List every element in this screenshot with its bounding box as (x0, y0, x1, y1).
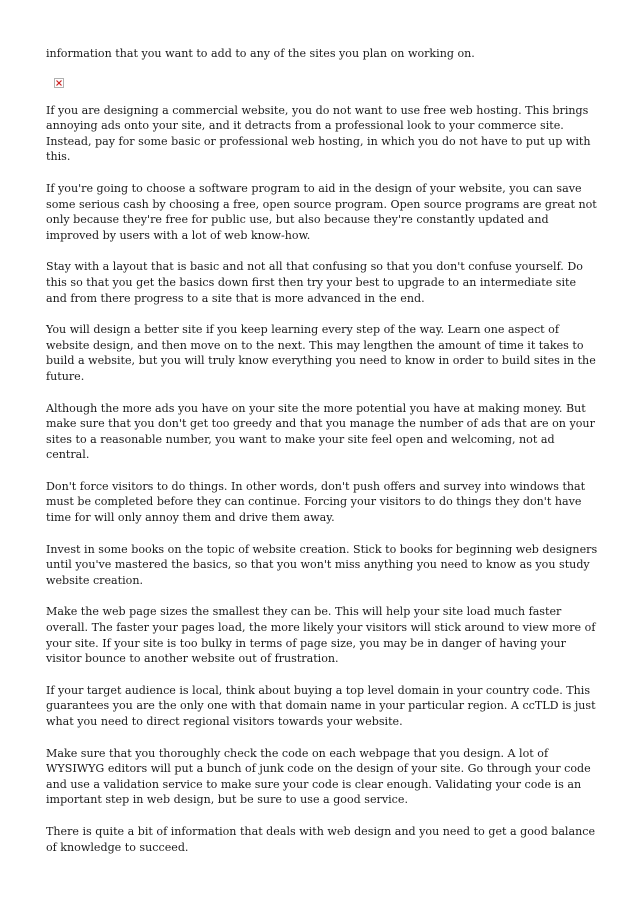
paragraph-intro: information that you want to add to any of the sites you plan on working on. (46, 47, 475, 60)
paragraph-conclusion: There is quite a bit of information that deals with web design and you need to get a good balance of knowledge to succeed. (46, 824, 596, 854)
paragraph-domain: If your target audience is local, think about buying a top level domain in your country code. This guarantees you are the only one with that domain name in your particular region. A ccTLD is just what you need to direct regional visitors towards your website. (46, 683, 596, 728)
paragraph-software: If you're going to choose a software program to aid in the design of your website, you can save some serious cash by choosing a free, open source program. Open source programs are great not only because they're free for public use, but also because they're constantly updated and improved by users with a lot of web know-how. (46, 181, 597, 242)
broken-image-icon (54, 78, 64, 88)
paragraph-code: Make sure that you thoroughly check the code on each webpage that you design. A lot of WYSIWYG editors will put a bunch of junk code on the design of your site. Go through your code and use a validation service to make sure your code is clear enough. Validating your code is an important step in web design, but be sure to use a good service. (46, 746, 591, 807)
paragraph-hosting: If you are designing a commercial website, you do not want to use free web hosting. This brings annoying ads onto your site, and it detracts from a professional look to your commerce site. Instead, pay for some basic or professional web hosting, in which you do not have to put up with this. (46, 103, 591, 164)
paragraph-page-size: Make the web page sizes the smallest they can be. This will help your site load much faster overall. The faster your pages load, the more likely your visitors will stick around to view more of your site. If your site is too bulky in terms of page size, you may be in danger of having your visitor bounce to another website out of frustration. (46, 605, 596, 666)
paragraph-layout: Stay with a layout that is basic and not all that confusing so that you don't confuse yourself. Do this so that you get the basics down first then try your best to upgrade to an intermediate site and from there progress to a site that is more advanced in the end. (46, 260, 583, 305)
paragraph-learning: You will design a better site if you keep learning every step of the way. Learn one aspect of website design, and then move on to the next. This may lengthen the amount of time it takes to build a website, but you will truly know everything you need to know in order to build sites in the future. (46, 323, 596, 383)
document-page (46, 46, 598, 855)
paragraph-ads: Although the more ads you have on your site the more potential you have at making money. But make sure that you don't get too greedy and that you manage the number of ads that are on your sites to a reasonable number, you want to make your site feel open and welcoming, not ad central. (46, 401, 595, 462)
paragraph-visitors: Don't force visitors to do things. In other words, don't push offers and survey into windows that must be completed before they can continue. Forcing your visitors to do things they don't have time for will only annoy them and drive them away. (46, 479, 586, 525)
paragraph-books: Invest in some books on the topic of website creation. Stick to books for beginning web designers until you've mastered the basics, so that you won't miss anything you need to know as you study website creation. (46, 542, 598, 587)
